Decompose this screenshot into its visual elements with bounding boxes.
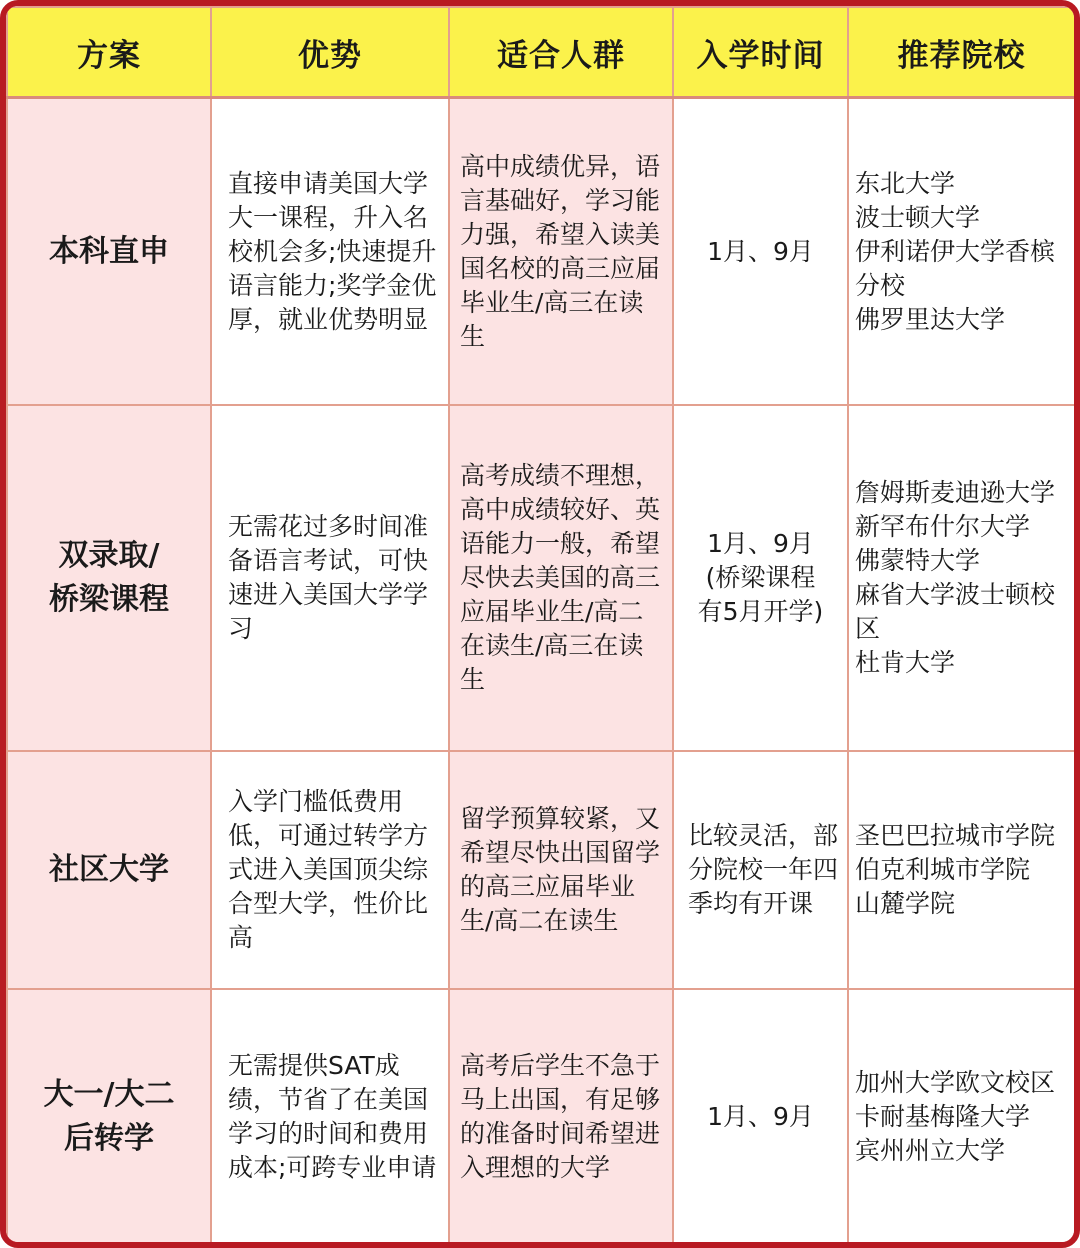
enrollment-time-cell: 比较灵活，部分院校一年四季均有开课 bbox=[673, 751, 848, 989]
header-advantage: 优势 bbox=[211, 7, 449, 98]
enrollment-time-cell: 1月、9月 bbox=[673, 98, 848, 406]
header-plan: 方案 bbox=[7, 7, 211, 98]
advantage-cell: 无需花过多时间准备语言考试，可快速进入美国大学学习 bbox=[211, 405, 449, 751]
plan-cell: 大一/大二 后转学 bbox=[7, 989, 211, 1244]
table-header-row bbox=[7, 7, 1075, 98]
enrollment-time-cell: 1月、9月 (桥梁课程 有5月开学) bbox=[673, 405, 848, 751]
table-row bbox=[7, 405, 1075, 751]
recommended-schools-cell: 东北大学 波士顿大学 伊利诺伊大学香槟分校 佛罗里达大学 bbox=[848, 98, 1075, 406]
suitable-group-cell: 高考后学生不急于马上出国，有足够的准备时间希望进入理想的大学 bbox=[449, 989, 673, 1244]
advantage-cell: 入学门槛低费用低，可通过转学方式进入美国顶尖综合型大学，性价比高 bbox=[211, 751, 449, 989]
enrollment-time-cell: 1月、9月 bbox=[673, 989, 848, 1244]
program-comparison-table bbox=[6, 6, 1076, 1245]
table-row bbox=[7, 751, 1075, 989]
suitable-group-cell: 高中成绩优异，语言基础好，学习能力强，希望入读美国名校的高三应届毕业生/高三在读生 bbox=[449, 98, 673, 406]
header-enrollment-time: 入学时间 bbox=[673, 7, 848, 98]
plan-cell: 社区大学 bbox=[7, 751, 211, 989]
header-recommended-schools: 推荐院校 bbox=[848, 7, 1075, 98]
recommended-schools-cell: 圣巴巴拉城市学院 伯克利城市学院 山麓学院 bbox=[848, 751, 1075, 989]
header-suitable-group: 适合人群 bbox=[449, 7, 673, 98]
recommended-schools-cell: 加州大学欧文校区 卡耐基梅隆大学 宾州州立大学 bbox=[848, 989, 1075, 1244]
advantage-cell: 无需提供SAT成绩，节省了在美国学习的时间和费用成本;可跨专业申请 bbox=[211, 989, 449, 1244]
plan-cell: 本科直申 bbox=[7, 98, 211, 406]
plan-cell: 双录取/ 桥梁课程 bbox=[7, 405, 211, 751]
recommended-schools-cell: 詹姆斯麦迪逊大学 新罕布什尔大学 佛蒙特大学 麻省大学波士顿校区 杜肯大学 bbox=[848, 405, 1075, 751]
suitable-group-cell: 留学预算较紧，又希望尽快出国留学的高三应届毕业生/高二在读生 bbox=[449, 751, 673, 989]
advantage-cell: 直接申请美国大学大一课程，升入名校机会多;快速提升语言能力;奖学金优厚，就业优势明显 bbox=[211, 98, 449, 406]
table-row bbox=[7, 989, 1075, 1244]
suitable-group-cell: 高考成绩不理想，高中成绩较好、英语能力一般，希望尽快去美国的高三应届毕业生/高二在读生/高三在读生 bbox=[449, 405, 673, 751]
table-row bbox=[7, 98, 1075, 406]
